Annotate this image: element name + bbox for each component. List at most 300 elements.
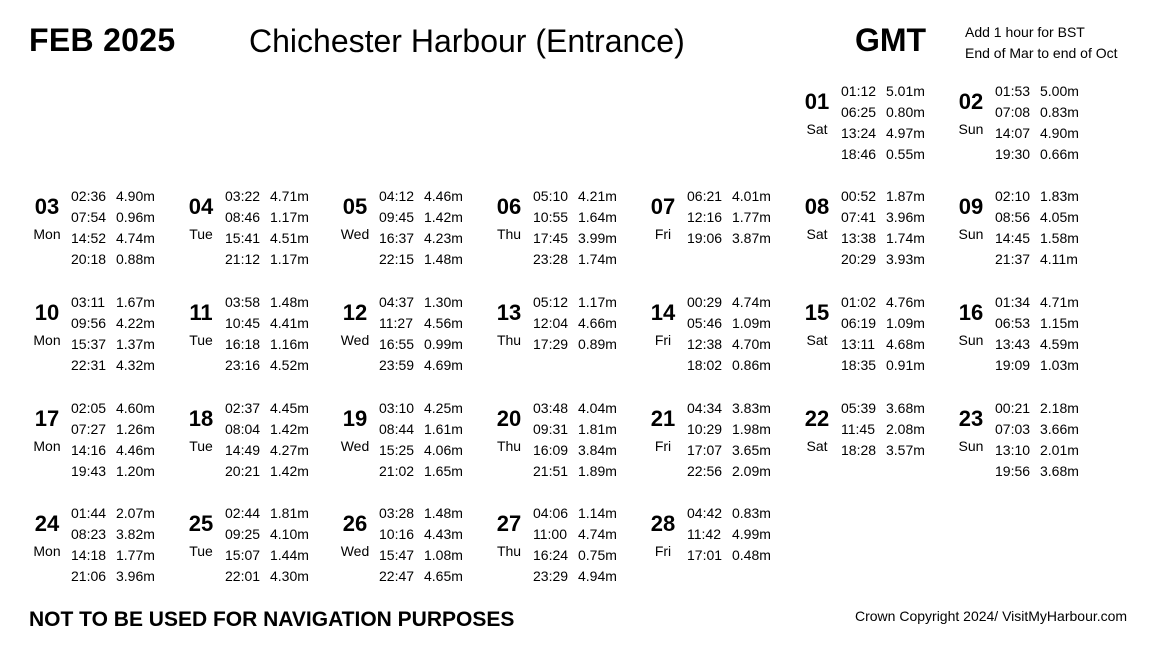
tide-entry: [225, 503, 309, 524]
tide-time: 03:10: [379, 400, 415, 416]
tide-entry: [533, 503, 617, 524]
tide-time: 07:54: [71, 209, 107, 225]
tide-height: 4.32m: [116, 357, 155, 373]
tide-time: 21:37: [995, 251, 1031, 267]
tide-entry: [533, 566, 617, 587]
tide-height: 1.48m: [424, 505, 463, 521]
day-name: Mon: [33, 332, 61, 348]
tide-list: [995, 398, 1079, 482]
tide-entry: [379, 292, 463, 313]
tide-time: 04:06: [533, 505, 569, 521]
tide-time: 09:25: [225, 526, 261, 542]
tide-height: 1.15m: [1040, 315, 1079, 331]
tide-entry: [841, 102, 925, 123]
tide-height: 4.74m: [116, 230, 155, 246]
tide-entry: [687, 461, 771, 482]
tide-height: 0.91m: [886, 357, 925, 373]
bst-note-line2: End of Mar to end of Oct: [965, 45, 1118, 61]
day-name: Tue: [189, 332, 213, 348]
tide-height: 4.66m: [578, 315, 617, 331]
tide-height: 2.18m: [1040, 400, 1079, 416]
tide-height: 0.55m: [886, 146, 925, 162]
tide-list: [841, 81, 925, 165]
tide-entry: [225, 440, 309, 461]
day-number: 13: [496, 300, 522, 325]
tide-entry: [379, 566, 463, 587]
tide-entry: [995, 207, 1079, 228]
day-name: Fri: [654, 543, 672, 559]
tide-entry: [995, 292, 1079, 313]
day-number: 09: [958, 194, 984, 219]
month-title: FEB 2025: [29, 22, 176, 58]
day-cell-17: [29, 398, 184, 488]
tide-time: 17:29: [533, 336, 569, 352]
tide-entry: [687, 313, 771, 334]
tide-entry: [995, 398, 1079, 419]
tide-time: 13:43: [995, 336, 1031, 352]
tide-height: 4.41m: [270, 315, 309, 331]
tide-time: 21:12: [225, 251, 261, 267]
day-cell-01: [799, 81, 954, 171]
day-cell-18: [183, 398, 338, 488]
tide-time: 18:28: [841, 442, 877, 458]
tide-height: 4.23m: [424, 230, 463, 246]
tide-time: 01:44: [71, 505, 107, 521]
day-number: 18: [188, 406, 214, 431]
day-cell-28: [645, 503, 800, 593]
tide-entry: [995, 144, 1079, 165]
tide-time: 23:16: [225, 357, 261, 373]
day-cell-22: [799, 398, 954, 488]
tide-time: 02:10: [995, 188, 1031, 204]
tide-entry: [995, 355, 1079, 376]
tide-height: 4.52m: [270, 357, 309, 373]
tide-entry: [995, 81, 1079, 102]
tide-height: 3.96m: [116, 568, 155, 584]
day-number: 01: [804, 89, 830, 114]
tide-time: 22:31: [71, 357, 107, 373]
tide-time: 12:16: [687, 209, 723, 225]
tide-entry: [687, 355, 771, 376]
tide-time: 04:34: [687, 400, 723, 416]
tide-entry: [533, 249, 617, 270]
tide-list: [533, 503, 617, 587]
tide-height: 4.71m: [1040, 294, 1079, 310]
tide-height: 3.96m: [886, 209, 925, 225]
tide-list: [71, 503, 155, 587]
day-cell-27: [491, 503, 646, 593]
day-number: 05: [342, 194, 368, 219]
tide-time: 19:06: [687, 230, 723, 246]
tide-entry: [71, 186, 155, 207]
day-name: Wed: [340, 438, 370, 454]
tide-time: 03:48: [533, 400, 569, 416]
tide-entry: [687, 419, 771, 440]
tide-time: 08:46: [225, 209, 261, 225]
tide-time: 09:56: [71, 315, 107, 331]
tide-list: [841, 186, 925, 270]
tide-entry: [841, 144, 925, 165]
tide-time: 15:47: [379, 547, 415, 563]
tide-height: 4.05m: [1040, 209, 1079, 225]
tide-time: 21:02: [379, 463, 415, 479]
tide-entry: [841, 355, 925, 376]
tide-entry: [995, 228, 1079, 249]
tide-time: 06:25: [841, 104, 877, 120]
tide-entry: [379, 207, 463, 228]
tide-list: [995, 292, 1079, 376]
tide-entry: [841, 419, 925, 440]
tide-entry: [533, 524, 617, 545]
day-number: 08: [804, 194, 830, 219]
tide-height: 4.69m: [424, 357, 463, 373]
tide-height: 4.46m: [116, 442, 155, 458]
tide-entry: [225, 249, 309, 270]
tide-entry: [687, 545, 771, 566]
day-number: 11: [189, 300, 213, 325]
tide-entry: [533, 334, 617, 355]
tide-height: 1.09m: [732, 315, 771, 331]
tide-height: 3.93m: [886, 251, 925, 267]
tide-time: 19:56: [995, 463, 1031, 479]
tide-time: 03:28: [379, 505, 415, 521]
tide-time: 08:23: [71, 526, 107, 542]
day-name: Sun: [958, 226, 984, 242]
tide-height: 0.86m: [732, 357, 771, 373]
tide-height: 4.22m: [116, 315, 155, 331]
tide-entry: [71, 461, 155, 482]
day-name: Tue: [189, 543, 213, 559]
tide-list: [225, 398, 309, 482]
day-name: Thu: [496, 438, 522, 454]
day-name: Thu: [496, 332, 522, 348]
tide-entry: [225, 398, 309, 419]
tide-entry: [533, 207, 617, 228]
day-name: Fri: [654, 226, 672, 242]
day-name: Fri: [654, 332, 672, 348]
tide-time: 04:37: [379, 294, 415, 310]
tide-height: 1.17m: [578, 294, 617, 310]
day-cell-14: [645, 292, 800, 382]
tide-height: 2.09m: [732, 463, 771, 479]
tide-time: 13:38: [841, 230, 877, 246]
tide-list: [841, 398, 925, 461]
tide-entry: [379, 398, 463, 419]
day-number: 06: [496, 194, 522, 219]
tide-time: 12:04: [533, 315, 569, 331]
tide-time: 01:12: [841, 83, 877, 99]
tide-entry: [995, 313, 1079, 334]
tide-time: 20:29: [841, 251, 877, 267]
tide-height: 4.01m: [732, 188, 771, 204]
tide-entry: [533, 440, 617, 461]
day-name: Sat: [806, 332, 828, 348]
day-number: 04: [188, 194, 214, 219]
day-number: 12: [342, 300, 368, 325]
tide-height: 0.83m: [732, 505, 771, 521]
tide-height: 1.87m: [886, 188, 925, 204]
tide-entry: [379, 249, 463, 270]
tide-height: 1.74m: [578, 251, 617, 267]
tide-time: 16:55: [379, 336, 415, 352]
tide-entry: [533, 398, 617, 419]
tide-list: [71, 292, 155, 376]
tide-time: 15:37: [71, 336, 107, 352]
tide-entry: [841, 186, 925, 207]
tide-entry: [71, 419, 155, 440]
tide-entry: [995, 440, 1079, 461]
day-cell-06: [491, 186, 646, 276]
tide-list: [379, 398, 463, 482]
tide-height: 3.82m: [116, 526, 155, 542]
tide-time: 00:21: [995, 400, 1031, 416]
tide-height: 1.08m: [424, 547, 463, 563]
tide-height: 3.68m: [886, 400, 925, 416]
day-number: 02: [958, 89, 984, 114]
tide-height: 4.30m: [270, 568, 309, 584]
tide-time: 16:24: [533, 547, 569, 563]
tide-time: 18:46: [841, 146, 877, 162]
tide-height: 4.10m: [270, 526, 309, 542]
tide-time: 14:16: [71, 442, 107, 458]
day-name: Mon: [33, 438, 61, 454]
day-cell-11: [183, 292, 338, 382]
day-name: Tue: [189, 226, 213, 242]
tide-height: 4.60m: [116, 400, 155, 416]
tide-height: 1.37m: [116, 336, 155, 352]
day-number: 07: [650, 194, 676, 219]
tide-entry: [841, 292, 925, 313]
day-cell-26: [337, 503, 492, 593]
tide-list: [841, 292, 925, 376]
tide-height: 2.08m: [886, 421, 925, 437]
tide-height: 3.87m: [732, 230, 771, 246]
day-cell-15: [799, 292, 954, 382]
tide-height: 4.76m: [886, 294, 925, 310]
tide-entry: [841, 398, 925, 419]
tide-entry: [379, 461, 463, 482]
day-cell-08: [799, 186, 954, 276]
tide-height: 4.65m: [424, 568, 463, 584]
tide-entry: [71, 334, 155, 355]
tide-height: 1.48m: [270, 294, 309, 310]
copyright-notice: Crown Copyright 2024/ VisitMyHarbour.com: [855, 608, 1128, 624]
tide-height: 4.43m: [424, 526, 463, 542]
tide-height: 4.46m: [424, 188, 463, 204]
day-cell-09: [953, 186, 1108, 276]
tide-time: 02:44: [225, 505, 261, 521]
tide-list: [687, 292, 771, 376]
tide-height: 1.81m: [578, 421, 617, 437]
tide-time: 12:38: [687, 336, 723, 352]
day-name: Sun: [958, 121, 984, 137]
tide-entry: [687, 503, 771, 524]
day-name: Wed: [340, 226, 370, 242]
tide-entry: [71, 440, 155, 461]
tide-time: 02:36: [71, 188, 107, 204]
day-cell-13: [491, 292, 646, 382]
day-cell-04: [183, 186, 338, 276]
page-title: Chichester Harbour (Entrance): [249, 23, 685, 59]
tide-height: 1.67m: [116, 294, 155, 310]
day-cell-19: [337, 398, 492, 488]
tide-entry: [71, 503, 155, 524]
tide-list: [533, 398, 617, 482]
tide-time: 21:51: [533, 463, 569, 479]
tide-time: 14:18: [71, 547, 107, 563]
tide-height: 5.01m: [886, 83, 925, 99]
day-number: 22: [804, 406, 830, 431]
tide-height: 1.03m: [1040, 357, 1079, 373]
tide-time: 05:12: [533, 294, 569, 310]
tide-time: 04:12: [379, 188, 415, 204]
day-cell-25: [183, 503, 338, 593]
tide-time: 16:18: [225, 336, 261, 352]
day-cell-07: [645, 186, 800, 276]
tide-list: [379, 503, 463, 587]
tide-time: 15:41: [225, 230, 261, 246]
tide-entry: [533, 292, 617, 313]
tide-list: [379, 292, 463, 376]
tide-entry: [71, 545, 155, 566]
day-cell-12: [337, 292, 492, 382]
tide-entry: [225, 207, 309, 228]
tide-entry: [379, 355, 463, 376]
tide-entry: [225, 292, 309, 313]
tide-height: 0.75m: [578, 547, 617, 563]
tide-entry: [841, 440, 925, 461]
tide-time: 01:02: [841, 294, 877, 310]
tide-time: 03:22: [225, 188, 261, 204]
tide-time: 22:56: [687, 463, 723, 479]
tide-time: 22:47: [379, 568, 415, 584]
tide-entry: [379, 228, 463, 249]
tide-time: 17:07: [687, 442, 723, 458]
tide-height: 3.68m: [1040, 463, 1079, 479]
tide-entry: [225, 334, 309, 355]
tide-time: 02:05: [71, 400, 107, 416]
day-number: 03: [34, 194, 60, 219]
tide-entry: [225, 186, 309, 207]
day-name: Sat: [806, 226, 828, 242]
tide-height: 4.11m: [1040, 251, 1078, 267]
tide-entry: [225, 461, 309, 482]
tide-list: [225, 503, 309, 587]
tide-time: 08:04: [225, 421, 261, 437]
day-number: 26: [342, 511, 368, 536]
day-number: 23: [958, 406, 984, 431]
tide-list: [687, 186, 771, 249]
day-number: 17: [34, 406, 60, 431]
tide-list: [687, 398, 771, 482]
tide-entry: [379, 503, 463, 524]
tide-height: 4.27m: [270, 442, 309, 458]
day-number: 10: [34, 300, 60, 325]
tide-height: 4.90m: [116, 188, 155, 204]
tide-entry: [687, 334, 771, 355]
tide-height: 4.97m: [886, 125, 925, 141]
tide-time: 07:08: [995, 104, 1031, 120]
tide-height: 1.26m: [116, 421, 155, 437]
tide-height: 1.17m: [270, 251, 309, 267]
tide-time: 14:52: [71, 230, 107, 246]
tide-entry: [841, 207, 925, 228]
tide-height: 1.98m: [732, 421, 771, 437]
tide-entry: [225, 524, 309, 545]
tide-entry: [379, 545, 463, 566]
bst-note: [965, 22, 1118, 64]
tide-entry: [533, 228, 617, 249]
tide-height: 1.81m: [270, 505, 309, 521]
tide-height: 4.21m: [578, 188, 617, 204]
tide-time: 07:41: [841, 209, 877, 225]
tide-height: 3.66m: [1040, 421, 1079, 437]
tide-time: 06:21: [687, 188, 723, 204]
tide-time: 15:07: [225, 547, 261, 563]
tide-entry: [71, 313, 155, 334]
day-number: 15: [804, 300, 830, 325]
tide-entry: [995, 102, 1079, 123]
day-number: 25: [188, 511, 214, 536]
tide-height: 4.90m: [1040, 125, 1079, 141]
tide-entry: [71, 566, 155, 587]
tide-time: 23:29: [533, 568, 569, 584]
tide-height: 0.48m: [732, 547, 771, 563]
tide-height: 4.74m: [732, 294, 771, 310]
tide-height: 4.04m: [578, 400, 617, 416]
tide-list: [687, 503, 771, 566]
tide-entry: [71, 292, 155, 313]
tide-time: 10:55: [533, 209, 569, 225]
tide-entry: [841, 81, 925, 102]
tide-height: 0.96m: [116, 209, 155, 225]
tide-time: 03:11: [71, 294, 105, 310]
tide-entry: [533, 461, 617, 482]
day-number: 20: [496, 406, 522, 431]
tide-time: 08:44: [379, 421, 415, 437]
tide-entry: [841, 334, 925, 355]
tide-height: 4.06m: [424, 442, 463, 458]
day-name: Sun: [958, 332, 984, 348]
day-name: Sat: [806, 121, 828, 137]
tide-time: 03:58: [225, 294, 261, 310]
tide-entry: [687, 440, 771, 461]
tide-time: 20:18: [71, 251, 107, 267]
tide-time: 14:07: [995, 125, 1031, 141]
day-cell-21: [645, 398, 800, 488]
tide-height: 0.99m: [424, 336, 463, 352]
day-name: Wed: [340, 543, 370, 559]
day-cell-16: [953, 292, 1108, 382]
tide-time: 05:39: [841, 400, 877, 416]
tide-entry: [687, 398, 771, 419]
tide-height: 1.83m: [1040, 188, 1079, 204]
tide-height: 3.65m: [732, 442, 771, 458]
tide-entry: [687, 207, 771, 228]
tide-entry: [841, 228, 925, 249]
tide-time: 14:49: [225, 442, 261, 458]
tide-entry: [687, 228, 771, 249]
tide-time: 11:00: [533, 526, 567, 542]
day-number: 28: [650, 511, 676, 536]
tide-entry: [841, 123, 925, 144]
tide-height: 4.94m: [578, 568, 617, 584]
tide-entry: [379, 313, 463, 334]
tide-time: 11:45: [841, 421, 875, 437]
tide-entry: [225, 313, 309, 334]
day-name: Wed: [340, 332, 370, 348]
tide-entry: [841, 313, 925, 334]
